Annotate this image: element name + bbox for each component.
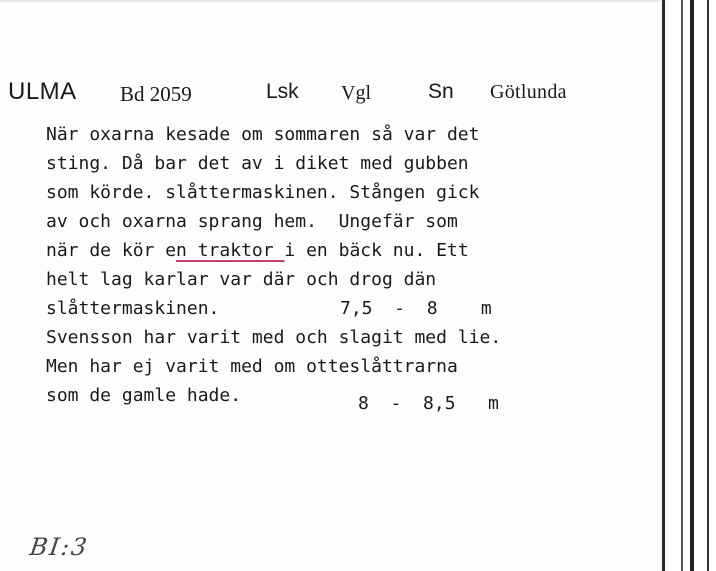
body-line [46, 149, 646, 178]
header-sn: Sn [428, 80, 454, 103]
body-line [46, 265, 646, 294]
edge-line [690, 0, 694, 571]
card-header [8, 78, 658, 108]
body-line [46, 207, 646, 236]
line-text: som körde. slåttermaskinen. Stången gick [46, 182, 480, 203]
top-edge [0, 0, 716, 2]
line-text: som de gamle hade. [46, 385, 242, 406]
line-text: när de kör e [46, 240, 177, 261]
line-text: sting. Då bar det av i diket med gubben [46, 153, 469, 174]
edge-line [662, 0, 665, 571]
body-line [46, 178, 646, 207]
header-vgl: Vgl [341, 82, 371, 104]
underlined-word: n traktor [176, 240, 285, 261]
body-line [46, 236, 646, 265]
body-line [46, 120, 646, 149]
edge-line [681, 0, 683, 571]
body-line [46, 352, 646, 381]
header-volume: Bd 2059 [120, 82, 192, 106]
line-text: Men har ej varit med om otteslåttrarna [46, 356, 458, 377]
header-area: ULMA [8, 78, 77, 105]
line-text: slåttermaskinen. [46, 298, 220, 319]
line-text: Svensson har varit med och slagit med lie. [46, 327, 502, 348]
line-text: När oxarna kesade om sommaren så var det [46, 124, 480, 145]
header-lsk: Lsk [266, 80, 299, 103]
measurement-2: 8 - 8,5 m [358, 393, 499, 414]
body-line [46, 323, 646, 352]
handwritten-mark: BI:3 [28, 533, 91, 561]
line-text: av och oxarna sprang hem. Ungefär som [46, 211, 458, 232]
measurement-1: 7,5 - 8 m [340, 298, 492, 319]
card-body [46, 120, 646, 414]
header-parish: Götlunda [490, 81, 567, 103]
edge-line [707, 0, 709, 571]
line-text: helt lag karlar var där och drog dän [46, 269, 437, 290]
line-text: i en bäck nu. Ett [284, 240, 469, 261]
body-line [46, 381, 646, 414]
body-line [46, 294, 646, 323]
